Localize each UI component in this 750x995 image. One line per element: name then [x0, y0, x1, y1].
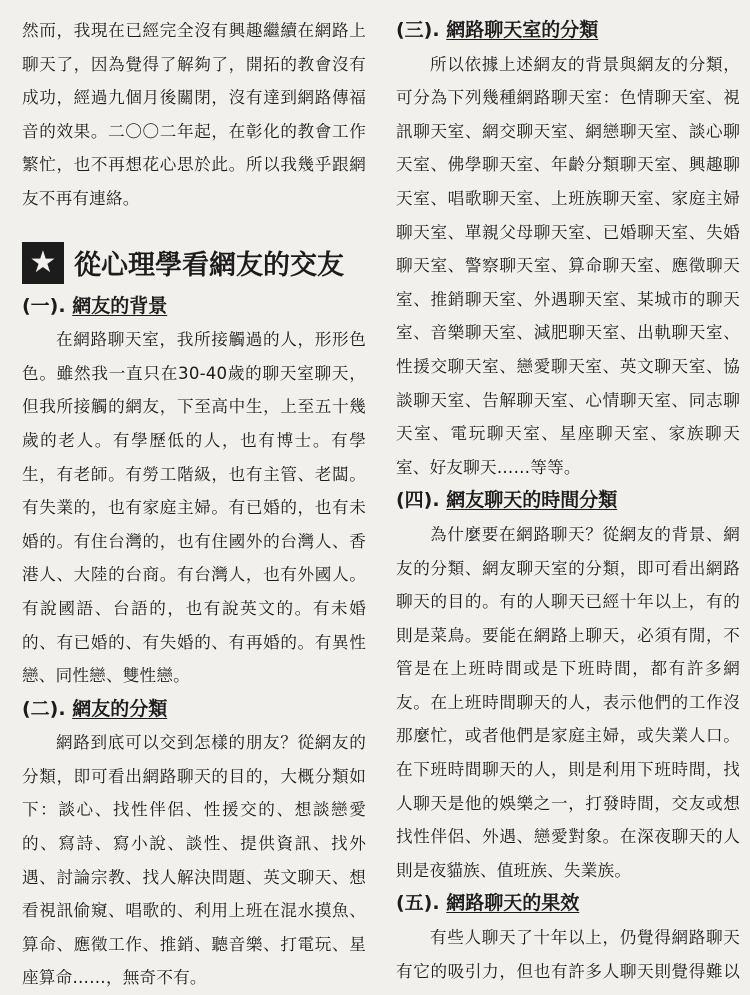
section-title: 從心理學看網友的交友: [74, 250, 344, 282]
text-line: 成功，經過九個月後關閉，沒有達到網路傳福: [22, 88, 366, 108]
subsection-heading-4: [396, 484, 740, 518]
text-line: 繁忙，也不再想花心思於此。所以我幾乎跟網: [22, 155, 366, 175]
text-line: 色。雖然我一直只在30-40歲的聊天室聊天，: [22, 363, 366, 383]
text-line: 所以依據上述網友的背景與網友的分類，: [430, 54, 740, 74]
text-line: 有些人聊天了十年以上，仍覺得網路聊天: [430, 928, 740, 948]
text-line: 聊天的目的。有的人聊天已經十年以上，有的: [396, 592, 740, 612]
paragraph-classification: [22, 726, 366, 995]
text-line: 天室、佛學聊天室、年齡分類聊天室、興趣聊: [396, 155, 740, 175]
intro-paragraph: [22, 14, 366, 216]
text-line: 有它的吸引力，但也有許多人聊天則覺得難以: [396, 961, 740, 981]
text-line: 性援交聊天室、戀愛聊天室、英文聊天室、協: [396, 356, 740, 376]
star-icon: ★: [22, 242, 64, 284]
text-line: 有說國語、台語的，也有說英文的。有未婚: [22, 598, 366, 618]
subsection-number: (一).: [22, 294, 66, 317]
subsection-number: (五).: [396, 892, 440, 915]
subsection-heading-3: [396, 14, 740, 48]
text-line: 分類，即可看出網路聊天的目的，大概分類如: [22, 766, 366, 786]
text-line: 訊聊天室、網交聊天室、網戀聊天室、談心聊: [396, 121, 740, 141]
left-column: [22, 14, 366, 995]
text-line: 然而，我現在已經完全沒有興趣繼續在網路上: [22, 21, 366, 40]
text-line: 聊天室、單親父母聊天室、已婚聊天室、失婚: [396, 222, 740, 242]
text-line: 友的分類、網友聊天室的分類，即可看出網路: [396, 558, 740, 578]
text-line: 談聊天室、告解聊天室、心情聊天室、同志聊: [396, 390, 740, 410]
subsection-heading-5: [396, 887, 740, 921]
subsection-title: 網友聊天的時間分類: [446, 489, 618, 512]
subsection-title: 網友的分類: [72, 697, 168, 720]
subsection-heading-2: [22, 693, 366, 727]
text-line: 天室、唱歌聊天室、上班族聊天室、家庭主婦: [396, 188, 740, 208]
text-line: 為什麼要在網路聊天？從網友的背景、網: [430, 524, 740, 544]
text-line: 的、有已婚的、有失婚的、有再婚的。有異性: [22, 632, 366, 652]
text-line: 但我所接觸的網友，下至高中生，上至五十幾: [22, 397, 366, 417]
text-line: 遇、討論宗教、找人解決問題、英文聊天、想: [22, 867, 366, 887]
text-line: 在下班時間聊天的人，則是利用下班時間，找: [396, 760, 740, 780]
right-column: [396, 14, 740, 988]
text-line: 有失業的，也有家庭主婦。有已婚的，也有未: [22, 498, 366, 518]
text-line: 則是菜鳥。要能在網路上聊天，必須有閒，不: [396, 625, 740, 645]
text-line: 網路到底可以交到怎樣的朋友？從網友的: [56, 733, 366, 753]
paragraph-background: [22, 323, 366, 693]
text-line: 聊天室、警察聊天室、算命聊天室、應徵聊天: [396, 256, 740, 276]
section-heading: [22, 236, 366, 290]
text-line: 下：談心、找性伴侶、性援交的、想談戀愛: [22, 800, 366, 820]
text-line: 聊天了，因為覺得了解夠了，開拓的教會沒有: [22, 54, 366, 74]
paragraph-chatroom-types: [396, 48, 740, 485]
text-line: 人聊天是他的娛樂之一，打發時間，交友或想: [396, 793, 740, 813]
text-line: 港人、大陸的台商。有台灣人，也有外國人。: [22, 565, 366, 585]
text-line: 在網路聊天室，我所接觸過的人，形形色: [56, 330, 366, 350]
paragraph-chat-time: [396, 518, 740, 888]
subsection-number: (四).: [396, 489, 440, 512]
text-line: 友。在上班時間聊天的人，表示他們的工作沒: [396, 692, 740, 712]
text-line: 管是在上班時間或是下班時間，都有許多網: [396, 659, 740, 679]
text-line: 音的效果。二〇〇二年起，在彰化的教會工作: [22, 121, 366, 141]
subsection-number: (二).: [22, 697, 66, 720]
text-line: 那麼忙，或者他們是家庭主婦，或失業人口。: [396, 726, 740, 746]
text-line: 算命、應徵工作、推銷、聽音樂、打電玩、星: [22, 934, 366, 954]
text-line: 找性伴侶、外遇、戀愛對象。在深夜聊天的人: [396, 827, 740, 847]
text-line: 座算命……，無奇不有。: [22, 968, 207, 988]
text-line: 歲的老人。有學歷低的人，也有博士。有學: [22, 430, 366, 450]
text-line: 友不再有連絡。: [22, 188, 140, 208]
text-line: 可分為下列幾種網路聊天室：色情聊天室、視: [396, 88, 740, 108]
text-line: 婚的。有住台灣的，也有住國外的台灣人、香: [22, 531, 366, 551]
subsection-title: 網友的背景: [72, 294, 168, 317]
text-line: 的、寫詩、寫小說、談性、提供資訊、找外: [22, 834, 366, 854]
paragraph-chat-effect: [396, 921, 740, 988]
text-line: 天室、電玩聊天室、星座聊天室、家族聊天: [396, 424, 740, 444]
text-line: 室、音樂聊天室、減肥聊天室、出軌聊天室、: [396, 323, 740, 343]
subsection-heading-1: [22, 290, 366, 324]
text-line: 看視訊偷窺、唱歌的、利用上班在混水摸魚、: [22, 901, 366, 921]
text-line: 則是夜貓族、值班族、失業族。: [396, 860, 632, 880]
subsection-number: (三).: [396, 19, 440, 41]
subsection-title: 網路聊天的果效: [446, 892, 580, 915]
text-line: 生，有老師。有勞工階級，也有主管、老闆。: [22, 464, 366, 484]
text-line: 室、推銷聊天室、外遇聊天室、某城市的聊天: [396, 289, 740, 309]
text-line: 室、好友聊天……等等。: [396, 457, 581, 477]
subsection-title: 網路聊天室的分類: [446, 19, 599, 41]
text-line: 戀、同性戀、雙性戀。: [22, 666, 190, 686]
